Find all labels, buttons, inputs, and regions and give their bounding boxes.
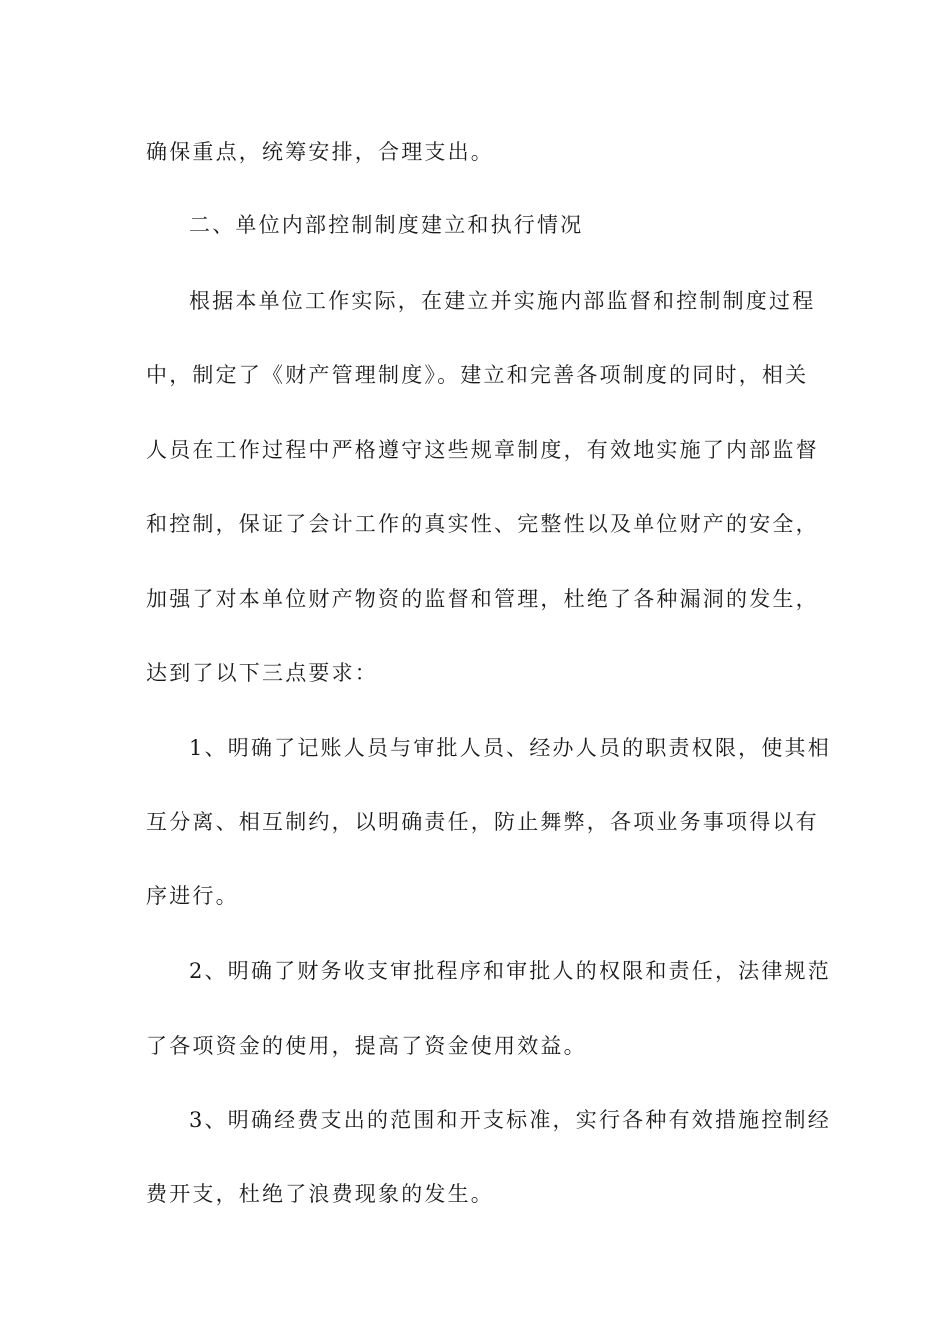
text-line: 中，制定了《财产管理制度》。建立和完善各项制度的同时，相关	[146, 363, 809, 387]
text-line: 和控制，保证了会计工作的真实性、完整性以及单位财产的安全，	[146, 512, 819, 536]
list-item-3: 3、明确经费支出的范围和开支标准，实行各种有效措施控制经	[189, 1108, 831, 1132]
text-line: 加强了对本单位财产物资的监督和管理，杜绝了各种漏洞的发生，	[146, 587, 819, 611]
text-line: 费开支，杜绝了浪费现象的发生。	[146, 1182, 494, 1206]
text-line: 序进行。	[146, 884, 239, 908]
text-line: 根据本单位工作实际，在建立并实施内部监督和控制制度过程	[189, 289, 816, 313]
section-heading: 二、单位内部控制制度建立和执行情况	[189, 213, 584, 237]
text-line: 了各项资金的使用，提高了资金使用效益。	[146, 1034, 587, 1058]
text-line: 达到了以下三点要求：	[146, 661, 378, 685]
list-item-2: 2、明确了财务收支审批程序和审批人的权限和责任，法律规范	[189, 959, 831, 983]
list-item-1: 1、明确了记账人员与审批人员、经办人员的职责权限，使其相	[189, 736, 831, 760]
text-line: 确保重点，统筹安排，合理支出。	[146, 140, 494, 164]
text-line: 互分离、相互制约，以明确责任，防止舞弊，各项业务事项得以有	[146, 810, 819, 834]
text-line: 人员在工作过程中严格遵守这些规章制度，有效地实施了内部监督	[146, 438, 819, 462]
